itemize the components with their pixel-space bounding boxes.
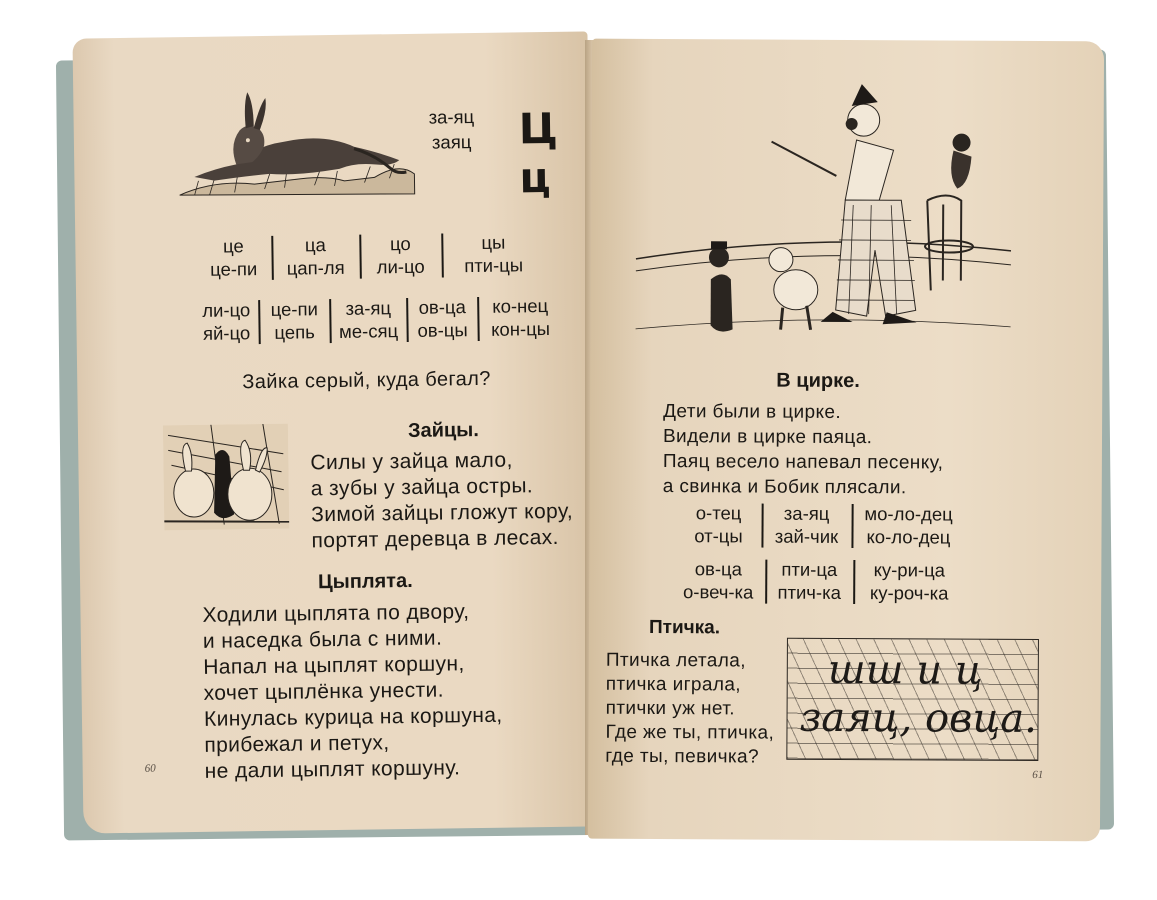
word-split: за-яц xyxy=(428,106,475,128)
right-page xyxy=(588,39,1104,842)
syllable-cell: ли-цо яй-цо xyxy=(202,299,251,344)
circus-story xyxy=(663,399,944,500)
poem-text xyxy=(605,649,774,770)
text-line: Дети были в цирке. xyxy=(663,401,842,423)
copybook-line: шш и ц xyxy=(827,646,983,694)
copybook-box xyxy=(786,638,1039,761)
poem-title: Птичка. xyxy=(648,616,721,639)
text-line: а свинка и Бобик плясали. xyxy=(662,476,907,499)
text-line: Ходили цыплята по двору, xyxy=(202,600,470,627)
hare-illustration xyxy=(173,82,420,205)
page-number-left: 60 xyxy=(144,762,156,775)
story1-title: Зайцы. xyxy=(407,418,480,442)
text-line: Паяц весело напевал песенку, xyxy=(662,451,944,474)
circus-illustration xyxy=(630,79,1016,351)
syllable-cell: за-яц ме-сяц xyxy=(338,297,399,342)
syllable-cell: мо-ло-дец ко-ло-дец xyxy=(864,503,953,548)
text-line: портят деревца в лесах. xyxy=(311,525,559,553)
page-number-right: 61 xyxy=(1032,768,1044,782)
text-line: хочет цыплёнка унести. xyxy=(203,678,445,705)
circus-title: В цирке. xyxy=(776,369,860,393)
story2-title: Цыплята. xyxy=(317,569,413,594)
text-line: Кинулась курица на коршуна, xyxy=(203,703,503,731)
syllable-cell: це це-пи xyxy=(209,235,258,280)
text-line: Силы у зайца мало, xyxy=(310,448,513,475)
syllable-cell: за-яц зай-чик xyxy=(774,502,839,547)
text-line: и наседка была с ними. xyxy=(202,626,443,653)
syllable-cell: цы пти-цы xyxy=(464,231,524,277)
syllable-cell: ку-ри-ца ку-роч-ка xyxy=(869,559,949,604)
copybook-line: заяц, овца. xyxy=(799,694,1037,743)
left-page xyxy=(72,31,598,833)
syllable-cell: ко-нец кон-цы xyxy=(490,295,551,340)
syllable-table-4 xyxy=(677,557,987,609)
text-line: а зубы у зайца остры. xyxy=(310,474,534,501)
text-line: не дали цыплят коршуну. xyxy=(204,756,461,783)
text-line: прибежал и петух, xyxy=(204,731,390,757)
syllable-cell: о-тец от-цы xyxy=(694,502,743,547)
word: заяц xyxy=(431,131,472,153)
text-line: птички уж нет. xyxy=(605,697,735,720)
syllable-cell: ов-ца о-веч-ка xyxy=(682,558,754,603)
text-line: Птичка летала, xyxy=(605,649,746,672)
text-line: птичка играла, xyxy=(605,673,742,696)
story2-text xyxy=(202,599,503,785)
text-line: Видели в цирке паяца. xyxy=(662,426,873,449)
syllable-table-3 xyxy=(681,501,981,553)
syllable-cell: ца цап-ля xyxy=(286,234,345,279)
syllable-table-1 xyxy=(203,230,544,285)
story1-text xyxy=(310,447,573,555)
text-line: Напал на цыплят коршун, xyxy=(203,652,465,679)
text-line: Зимой зайцы гложут кору, xyxy=(310,499,574,527)
text-line: Где же ты, птичка, xyxy=(605,721,775,744)
syllable-cell: це-пи цепь xyxy=(270,298,319,343)
big-letter: Ц ц xyxy=(518,103,561,203)
riddle-line: Зайка серый, куда бегал? xyxy=(242,367,491,394)
syllable-cell: ов-ца ов-цы xyxy=(417,296,468,341)
syllable-cell: пти-ца птич-ка xyxy=(777,558,841,603)
text-line: где ты, певичка? xyxy=(605,745,760,768)
syllable-cell: цо ли-цо xyxy=(376,232,425,278)
rabbits-illustration xyxy=(163,424,289,531)
syllable-table-2 xyxy=(196,294,567,349)
